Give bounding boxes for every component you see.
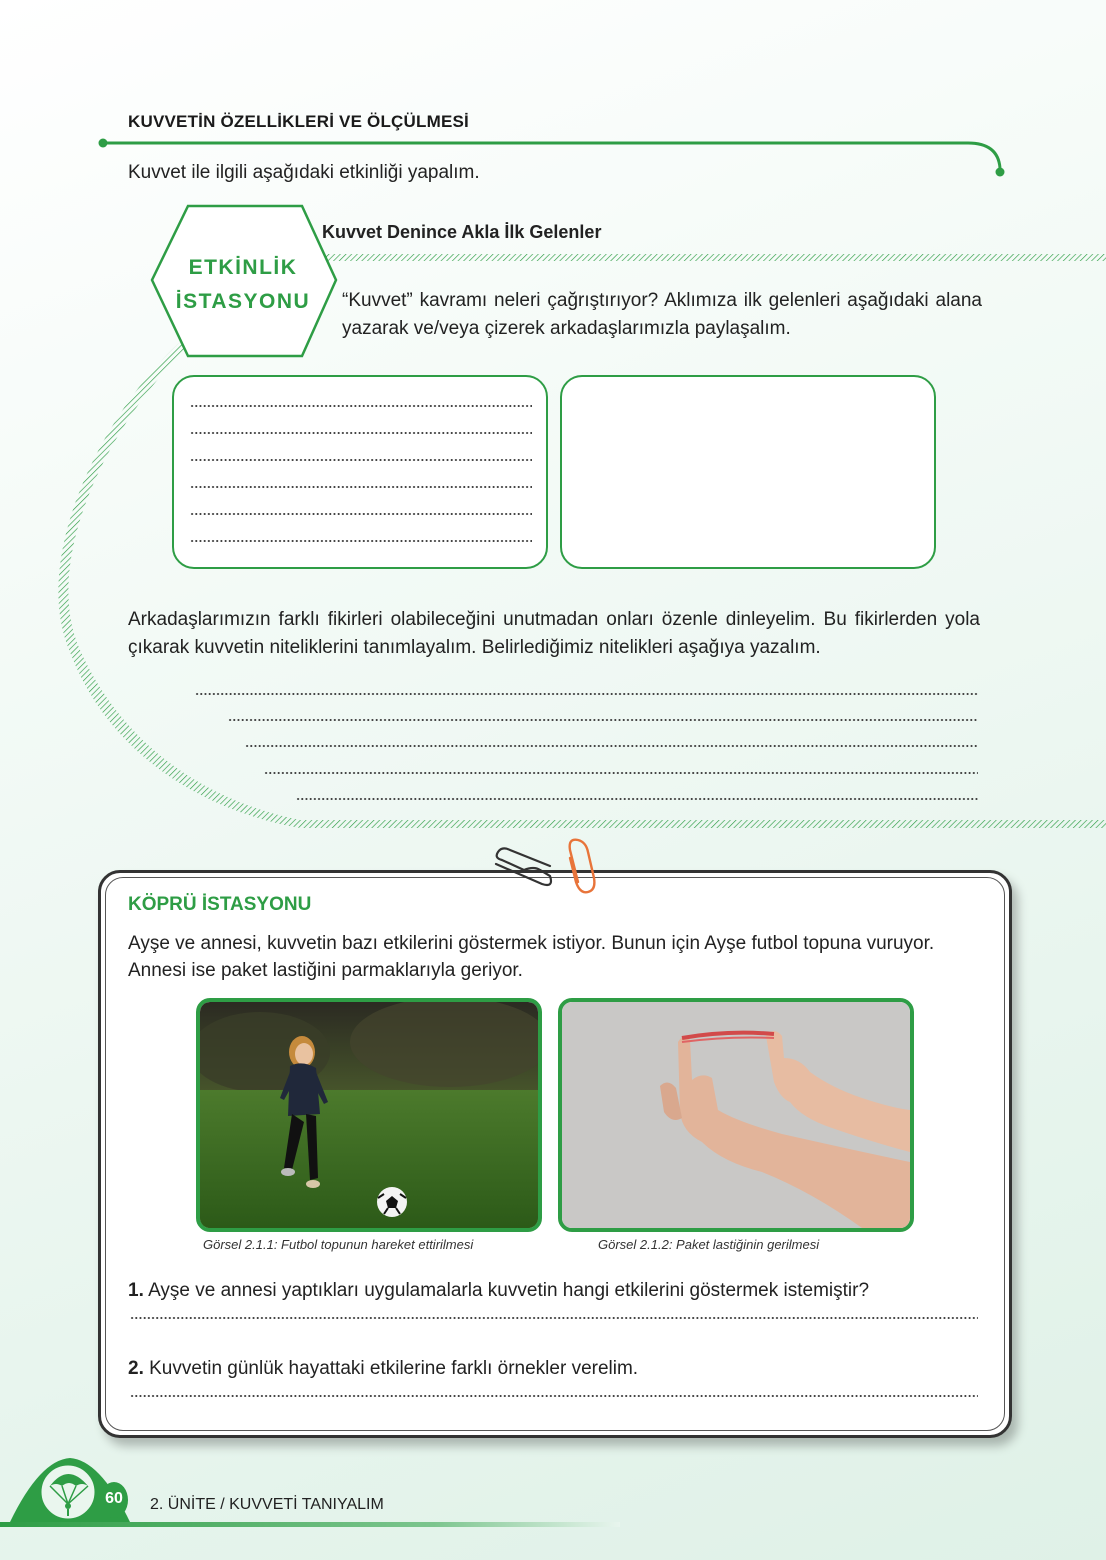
answer-line[interactable] (245, 742, 978, 750)
answer-line[interactable] (228, 716, 978, 724)
question-1-text: Ayşe ve annesi yaptıkları uygulamalarla kuvvetin hangi etkilerini göstermek istemiştir? (143, 1280, 870, 1301)
badge-line1: ETKİNLİK (188, 256, 298, 279)
question-1 (128, 1280, 869, 1302)
question-2-text: Kuvvetin günlük hayattaki etkilerine farklı örnekler verelim. (143, 1358, 639, 1379)
dotted-line (190, 428, 532, 438)
bridge-title: KÖPRÜ İSTASYONU (128, 894, 312, 915)
section-title: KUVVETİN ÖZELLİKLERİ VE ÖLÇÜLMESİ (128, 112, 469, 131)
answer-line[interactable] (264, 769, 978, 777)
footer-bar (0, 1450, 640, 1530)
dotted-line (190, 509, 532, 519)
question-1-number: 1. (128, 1280, 144, 1301)
parachute-icon (44, 1464, 94, 1520)
activity-prompt: “Kuvvet” kavramı neleri çağrıştırıyor? Aklımıza ilk gelenleri aşağıdaki alana yazarak ve/veya çizerek arkadaşlarımızla paylaşalım. (342, 290, 982, 339)
answer-line[interactable] (130, 1392, 978, 1400)
activity-paragraph: Arkadaşlarımızın farklı fikirleri olabileceğini unutmadan onları özenle dinleyelim. Bu fikirlerden yola çıkarak kuvvetin niteliklerini tanımlayalım. Belirlediğimiz nitelikleri aşağıya yazalım. (128, 609, 980, 658)
answer-line[interactable] (195, 690, 978, 698)
page-number: 60 (105, 1490, 123, 1507)
activity-badge (152, 206, 342, 356)
image1-caption: Görsel 2.1.1: Futbol topunun hareket ettirilmesi (203, 1237, 474, 1252)
image2-caption: Görsel 2.1.2: Paket lastiğinin gerilmesi (598, 1237, 820, 1252)
dotted-line (190, 536, 532, 546)
intro-text: Kuvvet ile ilgili aşağıdaki etkinliği yapalım. (128, 162, 480, 183)
question-2 (128, 1358, 638, 1380)
question-2-number: 2. (128, 1358, 144, 1379)
badge-line2: İSTASYONU (175, 290, 311, 313)
dotted-line (190, 455, 532, 465)
unit-title: 2. ÜNİTE / KUVVETİ TANIYALIM (150, 1496, 384, 1513)
answer-line[interactable] (296, 795, 978, 803)
writing-box[interactable] (172, 375, 548, 569)
paperclip-icon (490, 832, 630, 902)
football-photo (196, 998, 542, 1232)
rubber-band-photo (558, 998, 914, 1232)
answer-line[interactable] (130, 1314, 978, 1322)
bridge-text: Ayşe ve annesi, kuvvetin bazı etkilerini göstermek istiyor. Bunun için Ayşe futbol topuna vuruyor. Annesi ise paket lastiğini parmaklarıyla geriyor. (128, 933, 935, 981)
dotted-line (190, 401, 532, 411)
dotted-line (190, 482, 532, 492)
activity-title: Kuvvet Denince Akla İlk Gelenler (322, 222, 602, 242)
drawing-box[interactable] (560, 375, 936, 569)
